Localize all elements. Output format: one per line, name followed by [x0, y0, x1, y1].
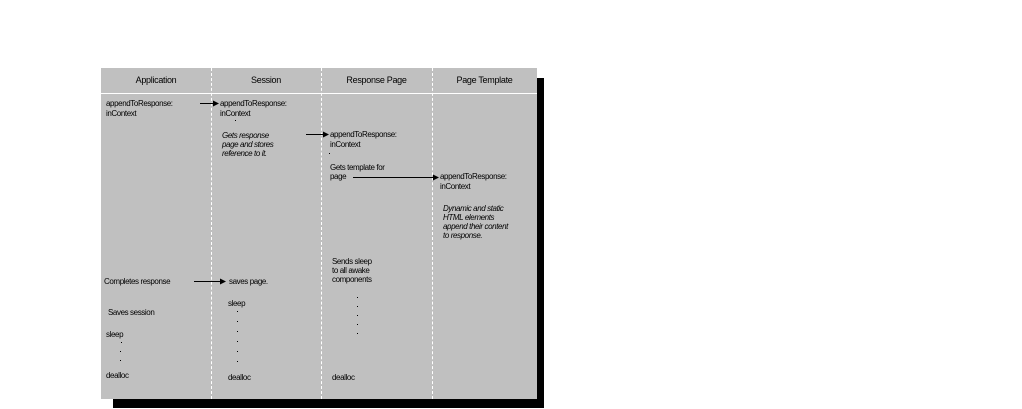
session-note-line3: reference to it. [222, 149, 267, 158]
sequence-diagram [101, 68, 537, 399]
page-template-note-line2: HTML elements [443, 213, 495, 222]
response-page-dealloc: dealloc [332, 373, 355, 382]
page-template-note-line4: to response. [443, 231, 483, 240]
session-note-line1: Gets response [222, 131, 269, 140]
arrow-head [433, 175, 439, 181]
arrow-head [220, 279, 226, 285]
message-arrows [101, 68, 537, 399]
column-header-application: Application [135, 75, 177, 85]
application-sleep: sleep [106, 330, 124, 339]
session-saves-page: saves page. [229, 277, 268, 286]
arrow-head [323, 132, 329, 138]
application-completes-response: Completes response [104, 277, 171, 286]
application-append-to-response-line2: inContext [106, 109, 137, 118]
page-template-append-to-response-line2: inContext [440, 182, 471, 191]
session-append-to-response-line2: inContext [220, 109, 251, 118]
column-header-response-page: Response Page [346, 75, 407, 85]
response-page-gets-template-line1: Gets template for [330, 163, 385, 172]
response-page-append-to-response-line1: appendToResponse: [330, 130, 397, 139]
session-append-to-response-line1: appendToResponse: [220, 99, 287, 108]
session-dealloc: dealloc [228, 373, 251, 382]
page-template-note-line1: Dynamic and static [443, 204, 504, 213]
application-append-to-response-line1: appendToResponse: [106, 99, 173, 108]
column-header-page-template: Page Template [456, 75, 513, 85]
response-page-gets-template-line2: page [330, 172, 347, 181]
session-note-line2: page and stores [222, 140, 274, 149]
application-dealloc: dealloc [106, 371, 129, 380]
session-sleep: sleep [228, 299, 246, 308]
response-page-sends-sleep-line1: Sends sleep [332, 257, 372, 266]
response-page-append-to-response-line2: inContext [330, 140, 361, 149]
page-template-note-line3: append their content [443, 222, 508, 231]
response-page-sends-sleep-line3: components [332, 275, 372, 284]
arrow-head [213, 101, 219, 107]
response-page-sends-sleep-line2: to all awake [332, 266, 370, 275]
application-saves-session: Saves session [108, 308, 155, 317]
column-header-session: Session [251, 75, 281, 85]
page-template-append-to-response-line1: appendToResponse: [440, 172, 507, 181]
